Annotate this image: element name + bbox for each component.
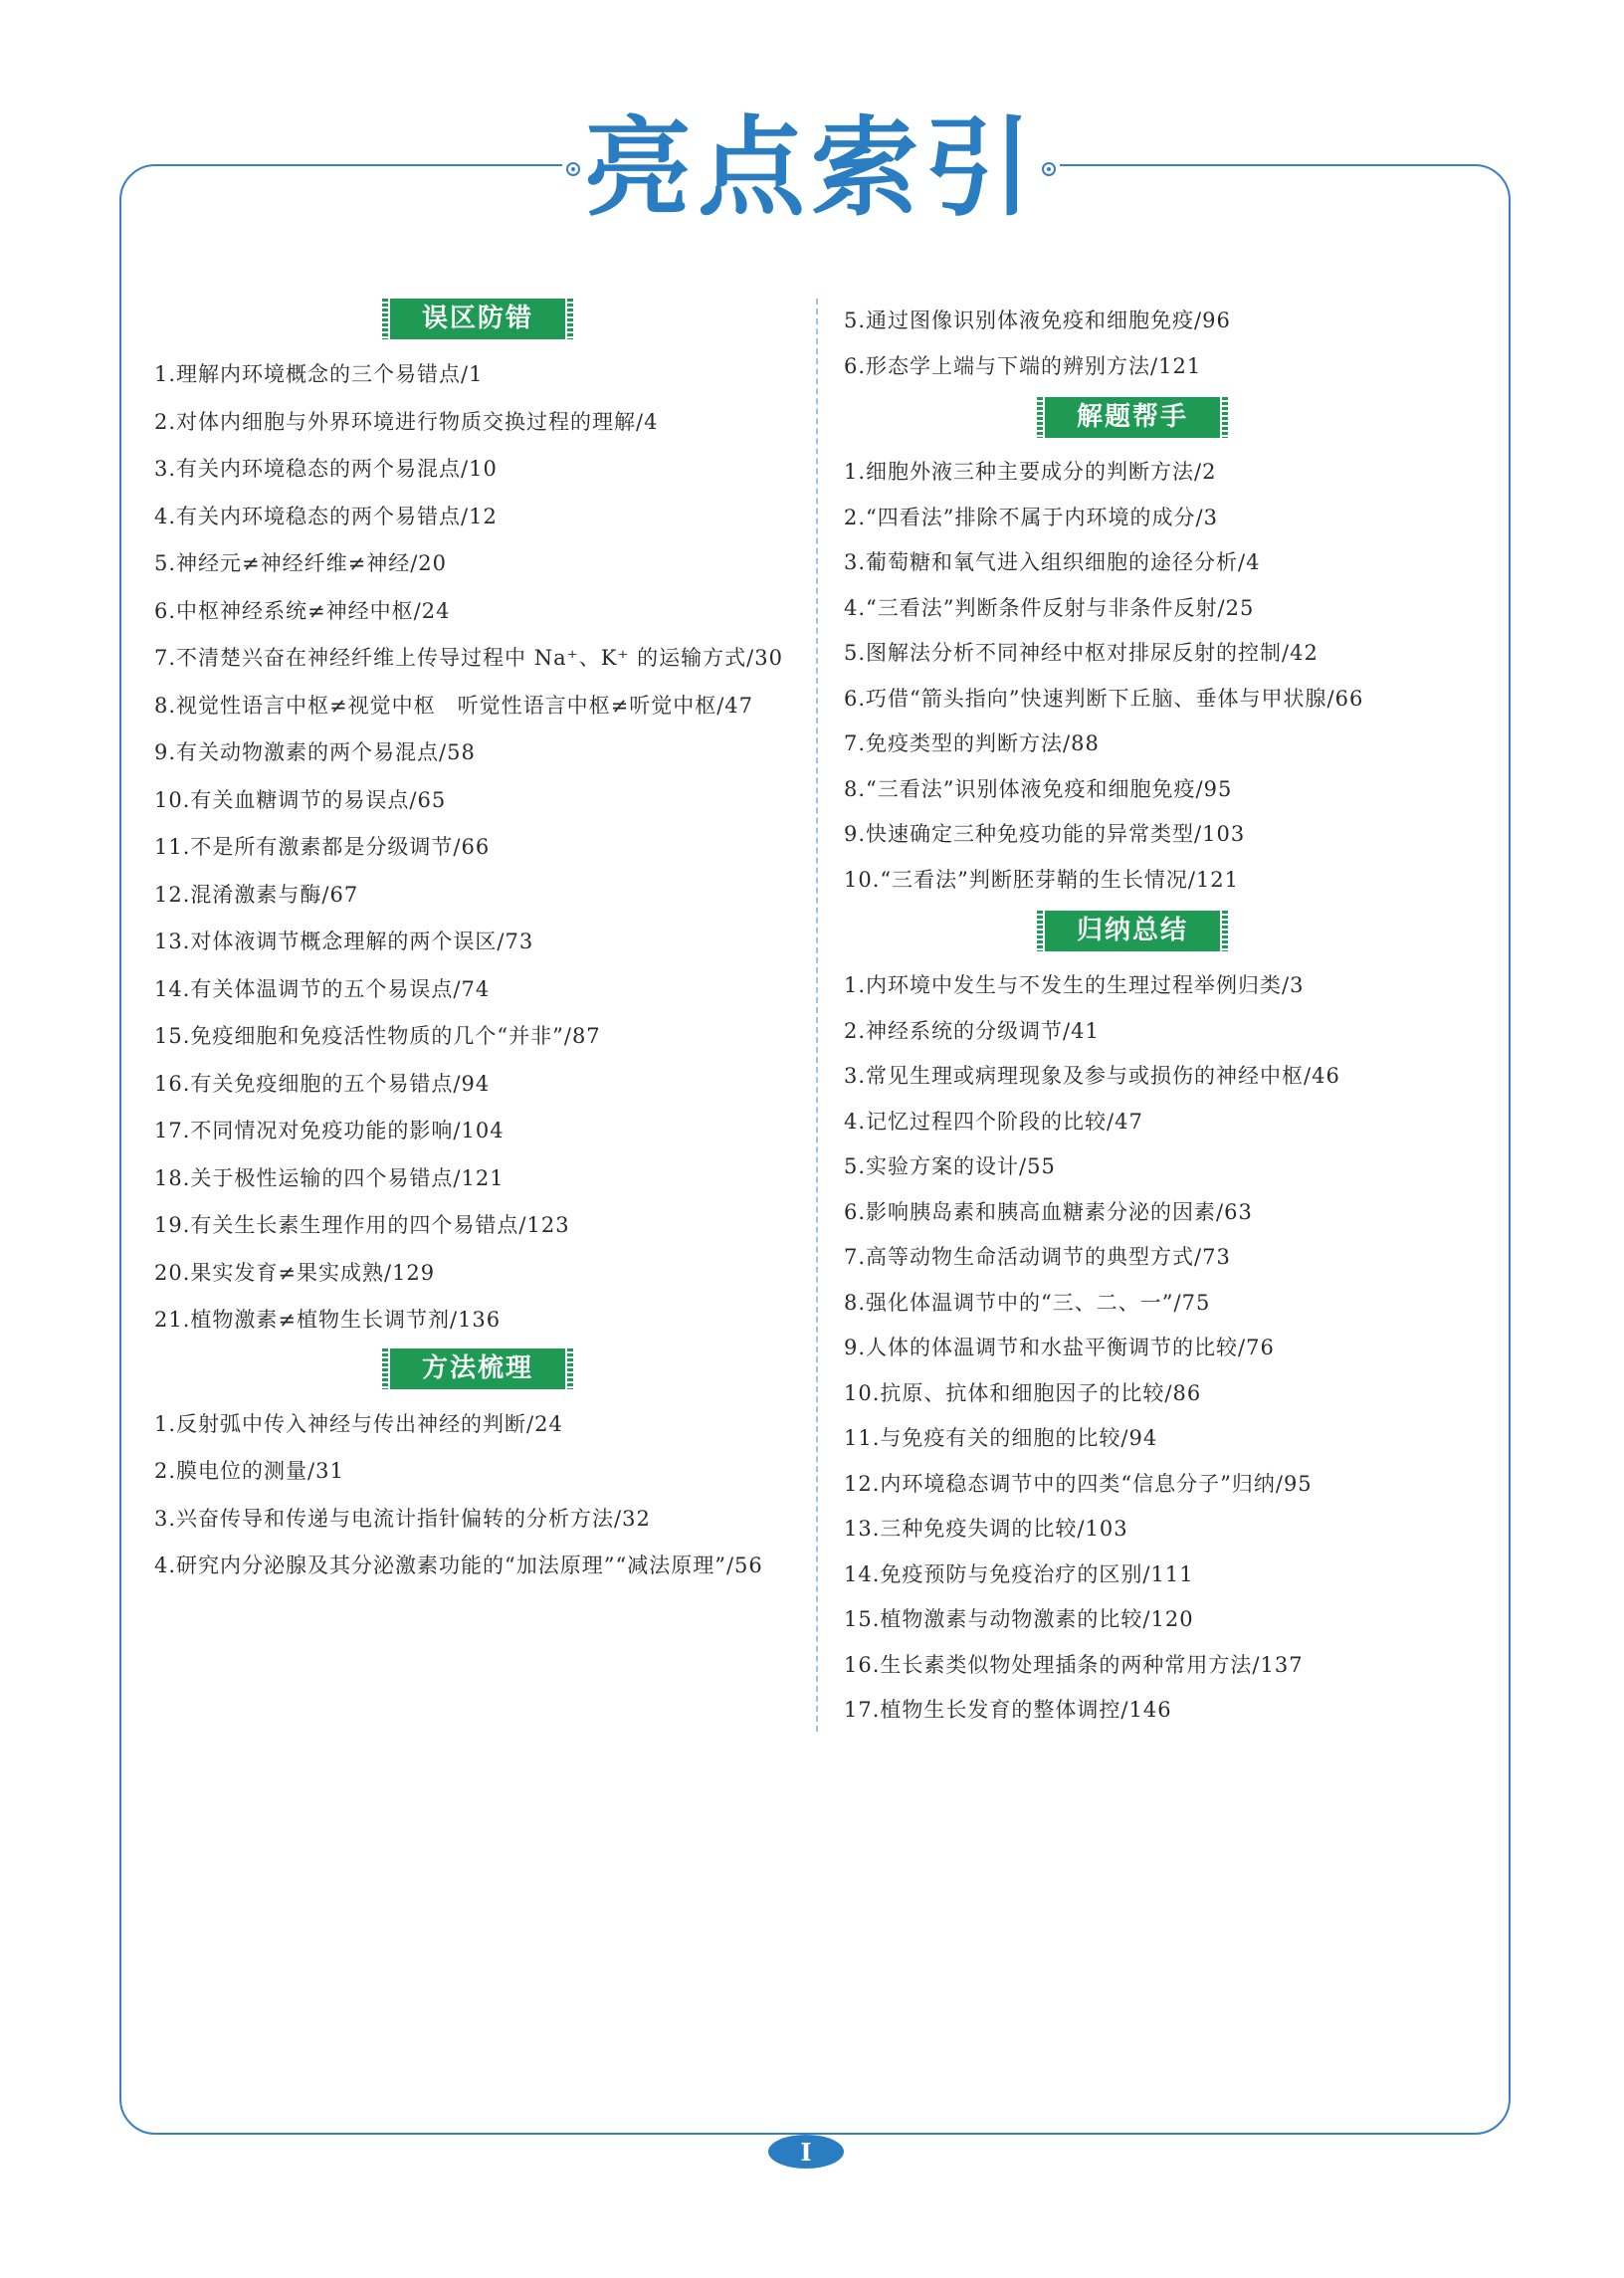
index-item[interactable]: 2.膜电位的测量/31 (154, 1459, 344, 1483)
index-item[interactable]: 2.对体内细胞与外界环境进行物质交换过程的理解/4 (154, 409, 659, 434)
index-item[interactable]: 10.抗原、抗体和细胞因子的比较/86 (844, 1380, 1202, 1405)
index-list-guina (844, 963, 1421, 1734)
index-item[interactable]: 3.兴奋传导和传递与电流计指针偏转的分析方法/32 (154, 1506, 651, 1531)
index-item[interactable]: 4.研究内分泌腺及其分泌激素功能的“加法原理”“减法原理”/56 (154, 1553, 763, 1577)
index-item[interactable]: 11.不是所有激素都是分级调节/66 (154, 835, 491, 859)
index-item[interactable]: 5.神经元≠神经纤维≠神经/20 (154, 551, 448, 575)
section-badge: 误区防错 (390, 299, 565, 339)
index-item[interactable]: 21.植物激素≠植物生长调节剂/136 (154, 1308, 502, 1332)
section-header-guina (844, 911, 1421, 951)
index-item[interactable]: 1.理解内环境概念的三个易错点/1 (154, 362, 484, 386)
index-item[interactable]: 4.记忆过程四个阶段的比较/47 (844, 1109, 1143, 1134)
index-item[interactable]: 1.细胞外液三种主要成分的判断方法/2 (844, 460, 1217, 484)
page-number: I (768, 2135, 844, 2169)
index-item[interactable]: 4.有关内环境稳态的两个易错点/12 (154, 504, 498, 528)
index-list-fangfa-continued (844, 299, 1421, 389)
index-item[interactable]: 7.不清楚兴奋在神经纤维上传导过程中 Na⁺、K⁺ 的运输方式/30 (154, 646, 783, 670)
index-item[interactable]: 17.不同情况对免疫功能的影响/104 (154, 1119, 505, 1142)
index-item[interactable]: 3.葡萄糖和氧气进入组织细胞的途径分析/4 (844, 550, 1261, 574)
index-item[interactable]: 5.通过图像识别体液免疫和细胞免疫/96 (844, 309, 1231, 332)
index-item[interactable]: 9.有关动物激素的两个易混点/58 (154, 740, 476, 764)
right-column (844, 299, 1421, 1734)
index-item[interactable]: 3.常见生理或病理现象及参与或损伤的神经中枢/46 (844, 1064, 1340, 1088)
section-header-fangfa (154, 1348, 801, 1389)
index-item[interactable]: 2.神经系统的分级调节/41 (844, 1018, 1100, 1043)
index-item[interactable]: 2.“四看法”排除不属于内环境的成分/3 (844, 505, 1218, 529)
index-item[interactable]: 11.与免疫有关的细胞的比较/94 (844, 1426, 1158, 1450)
index-item[interactable]: 14.有关体温调节的五个易误点/74 (154, 976, 491, 1001)
title-left-ornament-icon (566, 162, 580, 176)
index-item[interactable]: 13.对体液调节概念理解的两个误区/73 (154, 930, 534, 953)
section-badge: 归纳总结 (1045, 911, 1220, 951)
index-item[interactable]: 6.形态学上端与下端的辨别方法/121 (844, 353, 1202, 378)
left-column (154, 299, 801, 1590)
index-item[interactable]: 9.快速确定三种免疫功能的异常类型/103 (844, 822, 1246, 846)
index-item[interactable]: 14.免疫预防与免疫治疗的区别/111 (844, 1561, 1194, 1586)
title-block (562, 95, 1060, 244)
index-item[interactable]: 6.影响胰岛素和胰高血糖素分泌的因素/63 (844, 1199, 1253, 1224)
index-item[interactable]: 8.视觉性语言中枢≠视觉中枢 听觉性语言中枢≠听觉中枢/47 (154, 693, 754, 718)
page-number-badge (768, 2135, 844, 2169)
column-divider (816, 299, 818, 1732)
index-item[interactable]: 5.实验方案的设计/55 (844, 1154, 1056, 1178)
index-item[interactable]: 10.“三看法”判断胚芽鞘的生长情况/121 (844, 867, 1240, 892)
index-item[interactable]: 1.反射弧中传入神经与传出神经的判断/24 (154, 1411, 563, 1436)
index-item[interactable]: 4.“三看法”判断条件反射与非条件反射/25 (844, 595, 1255, 620)
index-item[interactable]: 13.三种免疫失调的比较/103 (844, 1517, 1128, 1541)
index-item[interactable]: 9.人体的体温调节和水盐平衡调节的比较/76 (844, 1336, 1275, 1359)
index-item[interactable]: 7.免疫类型的判断方法/88 (844, 731, 1100, 755)
index-item[interactable]: 6.巧借“箭头指向”快速判断下丘脑、垂体与甲状腺/66 (844, 686, 1364, 711)
index-list-fangfa (154, 1401, 801, 1590)
index-item[interactable]: 3.有关内环境稳态的两个易混点/10 (154, 457, 498, 481)
index-item[interactable]: 12.混淆激素与酶/67 (154, 882, 359, 907)
index-item[interactable]: 16.生长素类似物处理插条的两种常用方法/137 (844, 1652, 1304, 1677)
index-item[interactable]: 19.有关生长素生理作用的四个易错点/123 (154, 1213, 570, 1237)
index-item[interactable]: 20.果实发育≠果实成熟/129 (154, 1260, 436, 1285)
index-list-wuqu (154, 351, 801, 1345)
index-item[interactable]: 1.内环境中发生与不发生的生理过程举例归类/3 (844, 973, 1305, 997)
title-right-ornament-icon (1042, 162, 1056, 176)
index-item[interactable]: 16.有关免疫细胞的五个易错点/94 (154, 1071, 491, 1096)
index-item[interactable]: 15.免疫细胞和免疫活性物质的几个“并非”/87 (154, 1024, 601, 1048)
section-badge: 解题帮手 (1045, 397, 1220, 438)
index-list-jieti (844, 450, 1421, 903)
index-item[interactable]: 8.“三看法”识别体液免疫和细胞免疫/95 (844, 776, 1233, 801)
index-item[interactable]: 7.高等动物生命活动调节的典型方式/73 (844, 1245, 1231, 1269)
index-item[interactable]: 18.关于极性运输的四个易错点/121 (154, 1165, 505, 1190)
section-header-jieti (844, 397, 1421, 438)
section-badge: 方法梳理 (390, 1348, 565, 1389)
index-item[interactable]: 8.强化体温调节中的“三、二、一”/75 (844, 1290, 1211, 1315)
index-item[interactable]: 12.内环境稳态调节中的四类“信息分子”归纳/95 (844, 1471, 1313, 1496)
index-item[interactable]: 6.中枢神经系统≠神经中枢/24 (154, 598, 451, 623)
index-item[interactable]: 10.有关血糖调节的易误点/65 (154, 787, 447, 812)
index-item[interactable]: 15.植物激素与动物激素的比较/120 (844, 1607, 1194, 1631)
index-item[interactable]: 17.植物生长发育的整体调控/146 (844, 1698, 1172, 1722)
index-item[interactable]: 5.图解法分析不同神经中枢对排尿反射的控制/42 (844, 641, 1319, 665)
section-header-wuqu (154, 299, 801, 339)
page-title: 亮点索引 (583, 106, 1038, 231)
